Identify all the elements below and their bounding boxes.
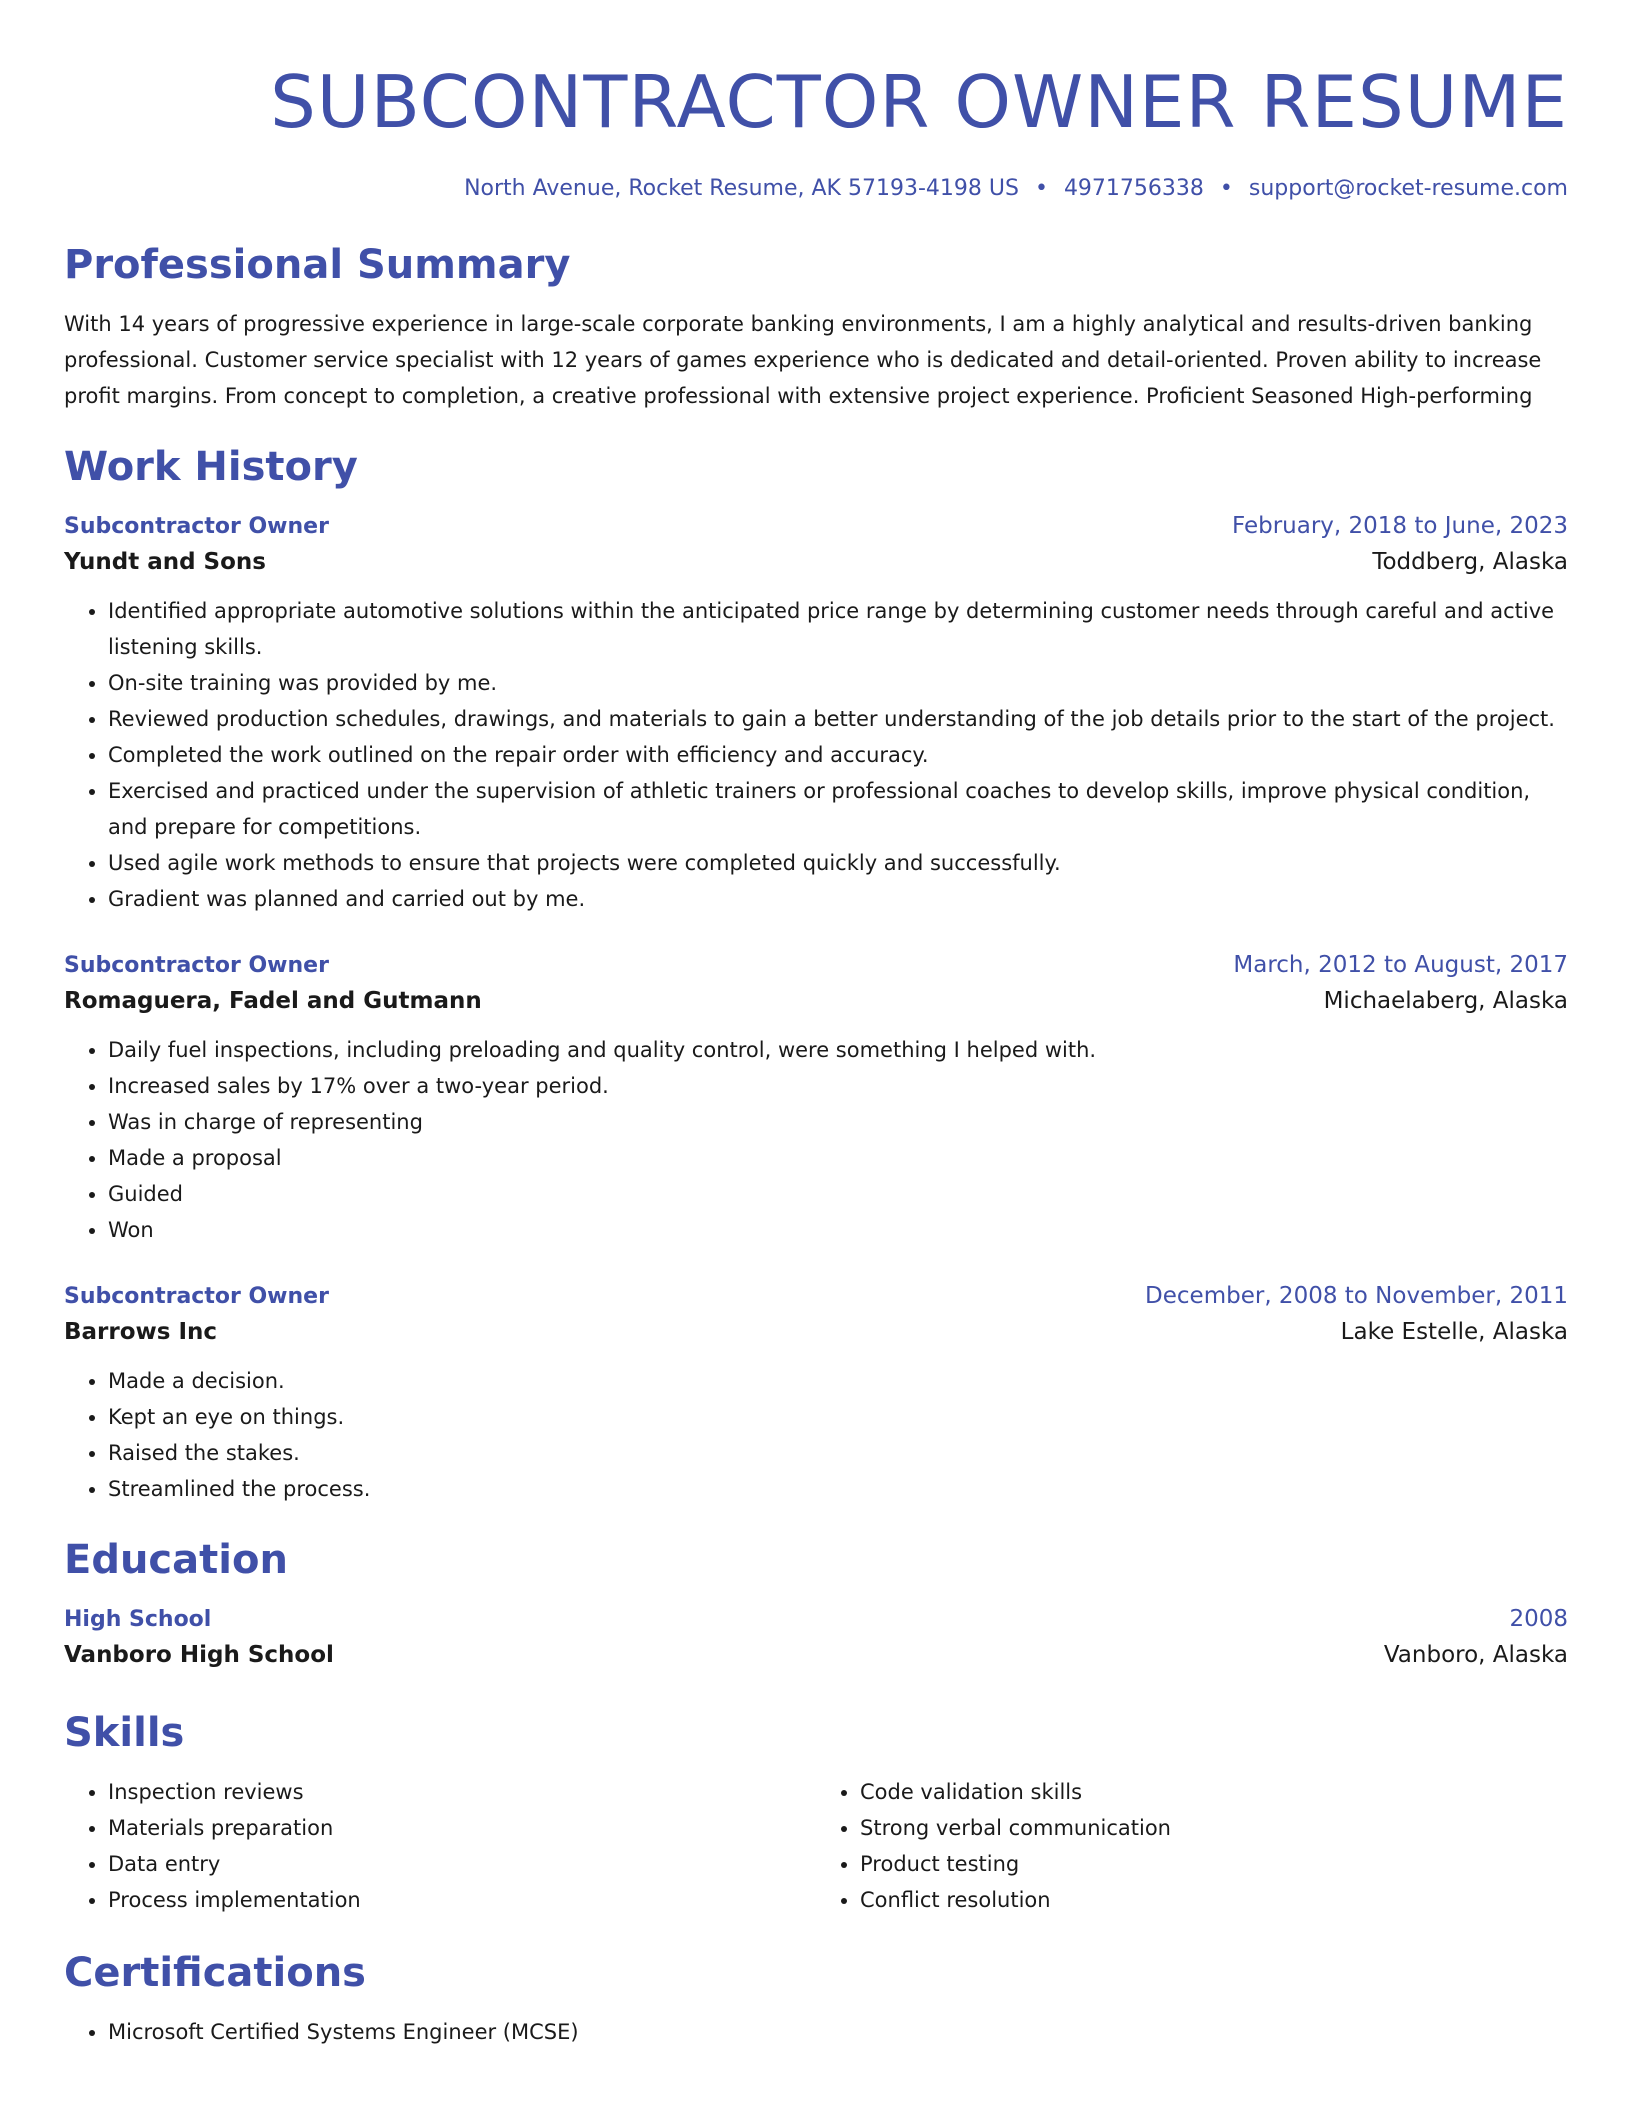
job-dates: December, 2008 to November, 2011 — [1145, 1283, 1568, 1309]
list-item: • Won — [108, 1212, 1568, 1248]
job-bullets — [64, 1363, 1568, 1507]
job-title: Subcontractor Owner — [64, 1284, 329, 1309]
phone: 4971756338 — [1063, 176, 1204, 201]
skills-list-left — [64, 1774, 816, 1918]
contact-separator: • — [1219, 176, 1233, 201]
list-item: • Code validation skills — [860, 1774, 1568, 1810]
skills-columns — [64, 1774, 1568, 1918]
job-bullets — [64, 593, 1568, 917]
section-title-certifications: Certifications — [64, 1950, 366, 1996]
job-entry — [64, 949, 1568, 1248]
education-entry — [64, 1603, 1568, 1674]
list-item: • Made a decision. — [108, 1363, 1568, 1399]
list-item: • Conflict resolution — [860, 1882, 1568, 1918]
school-name: Vanboro High School — [64, 1642, 334, 1668]
contact-line — [64, 174, 1568, 204]
list-item: • Kept an eye on things. — [108, 1399, 1568, 1435]
job-entry — [64, 510, 1568, 917]
skills-list-right — [816, 1774, 1568, 1918]
certifications-list — [64, 2014, 1568, 2050]
company-name: Yundt and Sons — [64, 549, 266, 575]
work-section — [64, 442, 1568, 1507]
list-item: • Was in charge of representing — [108, 1104, 1568, 1140]
contact-separator: • — [1034, 176, 1048, 201]
section-title-summary: Professional Summary — [64, 242, 571, 288]
list-item: • Inspection reviews — [108, 1774, 816, 1810]
section-title-skills: Skills — [64, 1710, 185, 1756]
list-item: • Materials preparation — [108, 1810, 816, 1846]
job-title: Subcontractor Owner — [64, 514, 329, 539]
list-item: • Raised the stakes. — [108, 1435, 1568, 1471]
school-location: Vanboro, Alaska — [1383, 1642, 1568, 1668]
list-item: • Process implementation — [108, 1882, 816, 1918]
company-name: Barrows Inc — [64, 1319, 218, 1345]
job-dates: March, 2012 to August, 2017 — [1233, 952, 1568, 978]
list-item: • Microsoft Certified Systems Engineer (MCSE) — [108, 2014, 1568, 2050]
list-item: • Streamlined the process. — [108, 1471, 1568, 1507]
education-year: 2008 — [1509, 1606, 1568, 1632]
job-location: Toddberg, Alaska — [1372, 549, 1568, 575]
list-item: • Used agile work methods to ensure that projects were completed quickly and successfully. — [108, 845, 1568, 881]
job-title: Subcontractor Owner — [64, 953, 329, 978]
skills-section — [64, 1708, 1568, 1918]
certifications-section — [64, 1948, 1568, 2050]
summary-section — [64, 240, 1568, 414]
education-section — [64, 1535, 1568, 1674]
job-location: Michaelaberg, Alaska — [1323, 988, 1568, 1014]
list-item: • Identified appropriate automotive solutions within the anticipated price range by determining customer needs through careful and active listening skills. — [108, 593, 1568, 665]
degree: High School — [64, 1607, 212, 1632]
list-item: • Strong verbal communication — [860, 1810, 1568, 1846]
company-name: Romaguera, Fadel and Gutmann — [64, 988, 482, 1014]
summary-text: With 14 years of progressive experience in large-scale corporate banking environments, I am a highly analytical and results-driven banking professional. Customer service specialist with 12 years of games experience who is dedicated and detail-oriented. Proven ability to increase profit margins. From concept to completion, a creative professional with extensive project experience. Proficient Seasoned High-performing — [64, 312, 1542, 408]
list-item: • Daily fuel inspections, including preloading and quality control, were something I helped with. — [108, 1032, 1568, 1068]
job-bullets — [64, 1032, 1568, 1248]
job-entry — [64, 1280, 1568, 1507]
section-title-education: Education — [64, 1537, 288, 1583]
list-item: • Exercised and practiced under the supervision of athletic trainers or professional coaches to develop skills, improve physical condition, and prepare for competitions. — [108, 773, 1568, 845]
list-item: • Guided — [108, 1176, 1568, 1212]
section-title-work: Work History — [64, 444, 358, 490]
email: support@rocket-resume.com — [1248, 176, 1568, 201]
list-item: • On-site training was provided by me. — [108, 665, 1568, 701]
list-item: • Product testing — [860, 1846, 1568, 1882]
address: North Avenue, Rocket Resume, AK 57193-4198 US — [464, 176, 1019, 201]
list-item: • Increased sales by 17% over a two-year period. — [108, 1068, 1568, 1104]
list-item: • Gradient was planned and carried out by me. — [108, 881, 1568, 917]
job-location: Lake Estelle, Alaska — [1340, 1319, 1568, 1345]
job-dates: February, 2018 to June, 2023 — [1231, 513, 1568, 539]
resume-title: SUBCONTRACTOR OWNER RESUME — [270, 60, 1568, 144]
list-item: • Data entry — [108, 1846, 816, 1882]
list-item: • Made a proposal — [108, 1140, 1568, 1176]
list-item: • Completed the work outlined on the repair order with efficiency and accuracy. — [108, 737, 1568, 773]
list-item: • Reviewed production schedules, drawings, and materials to gain a better understanding of the job details prior to the start of the project. — [108, 701, 1568, 737]
